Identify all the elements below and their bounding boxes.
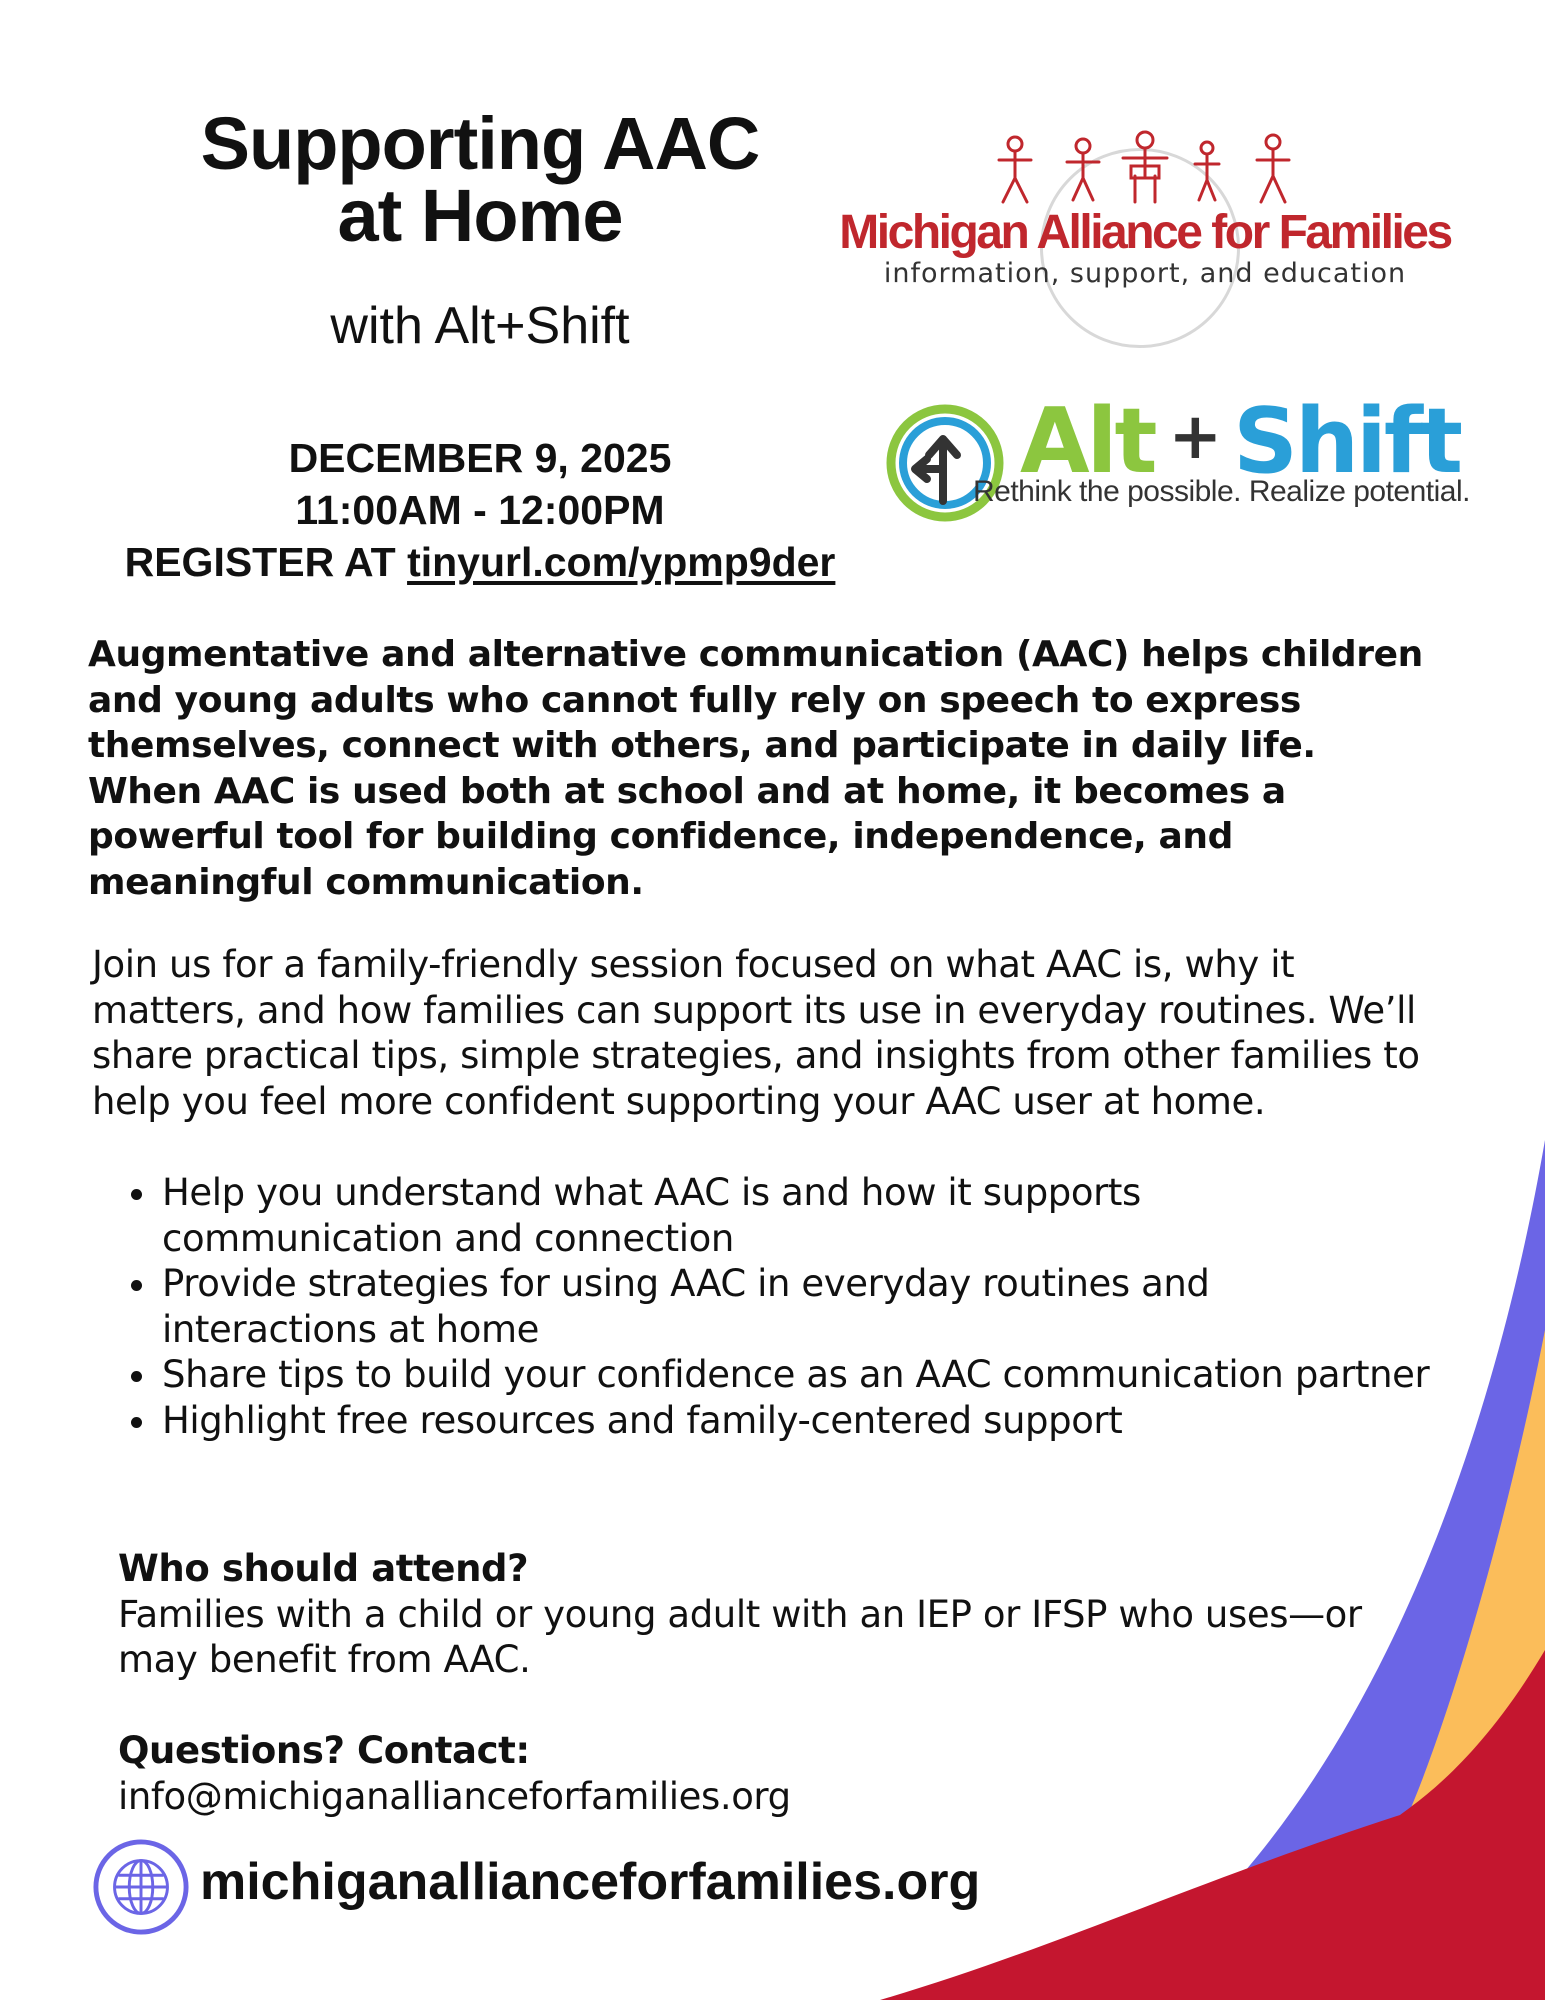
attend-section (118, 1546, 1418, 1683)
altshift-plus: + (1168, 400, 1220, 474)
altshift-tagline-text: Rethink the possible. Realize potential. (973, 475, 1470, 508)
list-item: • Provide strategies for using AAC in everyday routines and interactions at home (160, 1261, 1430, 1352)
contact-email[interactable]: info@michiganallianceforfamilies.org (118, 1774, 791, 1818)
attend-heading: Who should attend? (118, 1547, 529, 1590)
altshift-alt: Alt (1020, 389, 1155, 494)
contact-section (118, 1728, 1418, 1819)
globe-icon (92, 1838, 190, 1936)
event-date: DECEMBER 9, 2025 (288, 435, 672, 481)
register-prefix: REGISTER AT (124, 539, 408, 585)
altshift-shift: Shift (1233, 389, 1461, 494)
contact-heading: Questions? Contact: (118, 1729, 530, 1772)
subtitle: with Alt+Shift (330, 297, 630, 355)
page-title (120, 102, 840, 257)
title-line-2: at Home (337, 174, 623, 257)
list-item: • Share tips to build your confidence as an AAC communication partner (160, 1352, 1430, 1398)
maf-logo-name: Michigan Alliance for Families (839, 206, 1451, 259)
event-info (100, 432, 860, 588)
register-line (100, 536, 860, 588)
event-time: 11:00AM - 12:00PM (295, 487, 665, 533)
bullet-list (92, 1170, 1430, 1443)
family-figures-icon (985, 130, 1305, 210)
altshift-logo (885, 389, 1470, 535)
list-item: • Highlight free resources and family-centered support (160, 1398, 1430, 1444)
list-item: • Help you understand what AAC is and how it supports communication and connection (160, 1170, 1430, 1261)
maf-logo-tagline: information, support, and education (883, 258, 1407, 289)
title-line-1: Supporting AAC (200, 102, 760, 185)
maf-logo (835, 130, 1455, 350)
website-footer (92, 1838, 992, 1938)
website-link[interactable]: michiganallianceforfamilies.org (200, 1853, 981, 1911)
register-link[interactable]: tinyurl.com/ypmp9der (407, 539, 836, 585)
intro-paragraph: Augmentative and alternative communication (AAC) helps children and young adults who cannot fully rely on speech to express themselves, connect with others, and participate in daily life. When AAC is used both at school and at home, it becomes a powerful tool for building confidence, independence, and meaningful communication. (88, 634, 1423, 903)
attend-text: Families with a child or young adult with an IEP or IFSP who uses—or may benefit from AAC. (118, 1592, 1362, 1681)
description-paragraph: Join us for a family-friendly session focused on what AAC is, why it matters, and how families can support its use in everyday routines. We’ll share practical tips, simple strategies, and insights from other families to help you feel more confident supporting your AAC user at home. (92, 943, 1420, 1123)
